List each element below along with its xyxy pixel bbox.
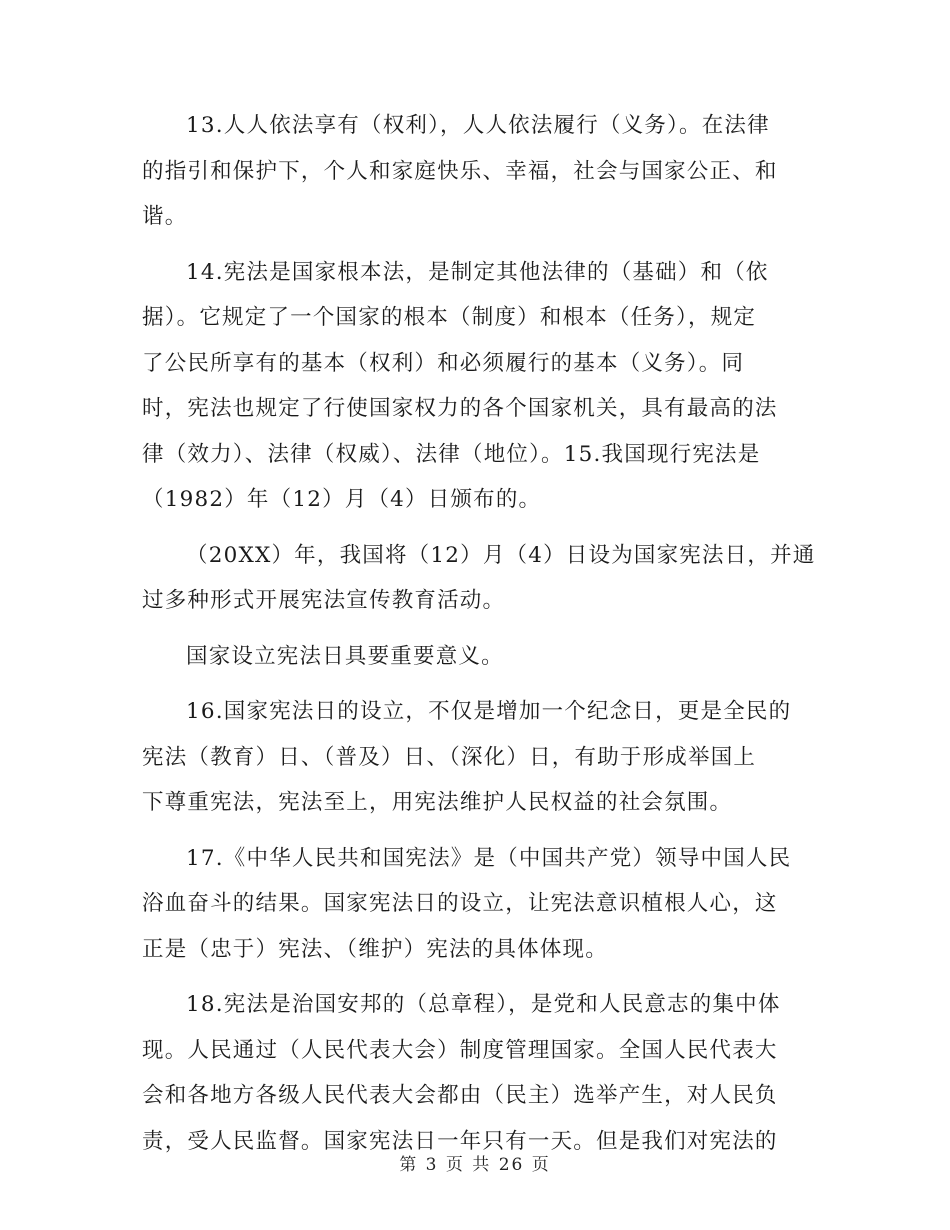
page-number-footer: 第 3 页 共 26 页: [399, 1155, 551, 1175]
text-line: 下尊重宪法，宪法至上，用宪法维护人民权益的社会氛围。: [142, 790, 733, 815]
text-line: 了公民所享有的基本（权利）和必须履行的基本（义务）。同: [142, 350, 745, 376]
text-line: 会和各地方各级人民代表大会都由（民主）选举产生，对人民负: [142, 1083, 778, 1108]
text-line: 16.国家宪法日的设立，不仅是增加一个纪念日，更是全民的: [186, 699, 792, 724]
text-line: 国家设立宪法日具要重要意义。: [186, 643, 504, 669]
text-line: 正是（忠于）宪法、（维护）宪法的具体体现。: [142, 936, 608, 962]
text-line: 据）。它规定了一个国家的根本（制度）和根本（任务），规定: [142, 305, 757, 330]
text-line: 过多种形式开展宪法宣传教育活动。: [142, 588, 506, 613]
text-line: 浴血奋斗的结果。国家宪法日的设立，让宪法意识植根人心，这: [142, 891, 778, 916]
paragraph-constitution-day: [142, 533, 816, 624]
paragraph-17: [142, 836, 812, 973]
paragraph-13: [142, 103, 812, 240]
text-line: 谐。: [142, 204, 188, 229]
text-line: 14.宪法是国家根本法，是制定其他法律的（基础）和（依: [186, 259, 769, 285]
text-line: 律（效力）、法律（权威）、法律（地位）。15.我国现行宪法是: [142, 441, 761, 467]
paragraph-14: [142, 250, 812, 523]
text-line: （20XX）年，我国将（12）月（4）日设为国家宪法日，并通: [186, 542, 816, 568]
paragraph-16: [142, 689, 812, 826]
text-line: 宪法（教育）日、（普及）日、（深化）日，有助于形成举国上: [142, 744, 757, 770]
text-line: 13.人人依法享有（权利），人人依法履行（义务）。在法律: [186, 113, 770, 138]
text-line: 责，受人民监督。国家宪法日一年只有一天。但是我们对宪法的: [142, 1128, 778, 1154]
text-line: 时，宪法也规定了行使国家权力的各个国家机关，具有最高的法: [142, 396, 778, 421]
text-line: 18.宪法是治国安邦的（总章程），是党和人民意志的集中体: [186, 992, 781, 1017]
paragraph-18: [142, 982, 812, 1164]
text-line: （1982）年（12）月（4）日颁布的。: [142, 487, 542, 512]
text-line: 17.《中华人民共和国宪法》是（中国共产党）领导中国人民: [186, 845, 792, 871]
paragraph-significance: [142, 634, 812, 680]
document-body: [142, 103, 816, 1164]
text-line: 的指引和保护下，个人和家庭快乐、幸福，社会与国家公正、和: [142, 158, 778, 184]
text-line: 现。人民通过（人民代表大会）制度管理国家。全国人民代表大: [142, 1037, 778, 1063]
